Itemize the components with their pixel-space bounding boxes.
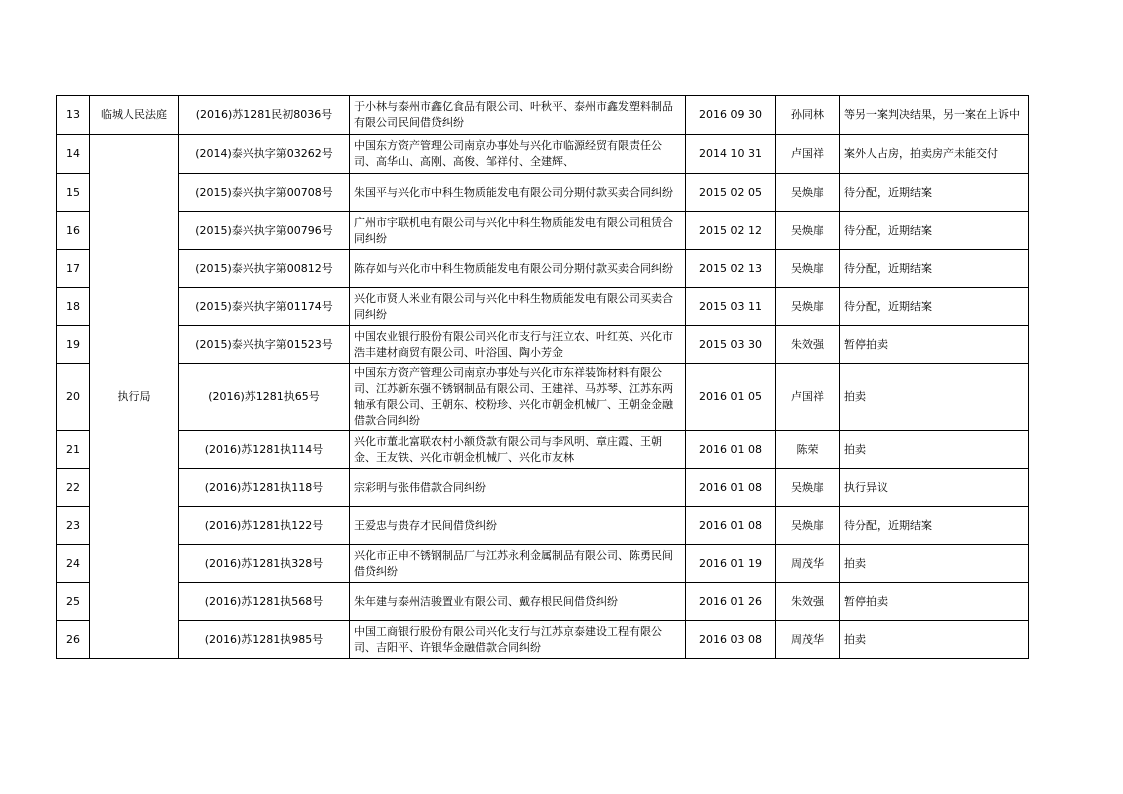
row-number: 26	[57, 621, 90, 659]
case-number: (2016)苏1281执568号	[179, 583, 350, 621]
row-number: 21	[57, 431, 90, 469]
filing-date: 2015 02 05	[686, 174, 776, 212]
status-cell	[840, 364, 1029, 431]
status-text: 暂停拍卖	[844, 337, 888, 351]
status-text: 拍卖	[844, 442, 866, 456]
status-cell	[840, 212, 1029, 250]
parties-text: 中国东方资产管理公司南京办事处与兴化市临源经贸有限责任公司、高华山、高刚、高俊、邹祥付、全建辉、	[354, 139, 662, 168]
table-row	[57, 545, 1029, 583]
filing-date: 2015 03 11	[686, 288, 776, 326]
case-number: (2016)苏1281执114号	[179, 431, 350, 469]
status-cell	[840, 96, 1029, 135]
judge-name: 朱效强	[776, 583, 840, 621]
parties-text: 陈存如与兴化市中科生物质能发电有限公司分期付款买卖合同纠纷	[354, 261, 673, 275]
case-number: (2016)苏1281民初8036号	[179, 96, 350, 135]
row-number: 25	[57, 583, 90, 621]
court-name: 临城人民法庭	[90, 96, 179, 135]
row-number: 23	[57, 507, 90, 545]
table-row	[57, 507, 1029, 545]
filing-date: 2016 03 08	[686, 621, 776, 659]
status-cell	[840, 621, 1029, 659]
parties-text: 宗彩明与张伟借款合同纠纷	[354, 480, 486, 494]
row-number: 13	[57, 96, 90, 135]
filing-date: 2016 01 05	[686, 364, 776, 431]
judge-name: 吴焕扉	[776, 174, 840, 212]
parties-text: 中国农业银行股份有限公司兴化市支行与汪立农、叶红英、兴化市浩丰建材商贸有限公司、叶浴国、陶小芳金	[354, 329, 673, 359]
judge-name: 卢国祥	[776, 364, 840, 431]
parties-cell	[350, 507, 686, 545]
status-cell	[840, 469, 1029, 507]
case-table	[56, 95, 1029, 659]
parties-text: 王爱忠与贵存才民间借贷纠纷	[354, 518, 497, 532]
case-number: (2015)泰兴执字第00796号	[179, 212, 350, 250]
table-row	[57, 135, 1029, 174]
parties-text: 广州市宇联机电有限公司与兴化中科生物质能发电有限公司租赁合同纠纷	[354, 215, 673, 245]
status-cell	[840, 288, 1029, 326]
table-row	[57, 583, 1029, 621]
table-row	[57, 621, 1029, 659]
case-number: (2015)泰兴执字第00812号	[179, 250, 350, 288]
parties-text: 兴化市董北富联农村小额贷款有限公司与李风明、章庄霞、王朝金、王友铁、兴化市朝金机械厂、兴化市友林	[354, 434, 662, 464]
parties-cell	[350, 364, 686, 431]
parties-cell	[350, 174, 686, 212]
case-number: (2016)苏1281执65号	[179, 364, 350, 431]
status-text: 待分配，近期结案	[844, 299, 932, 313]
row-number: 17	[57, 250, 90, 288]
parties-cell	[350, 250, 686, 288]
parties-cell	[350, 326, 686, 364]
filing-date: 2016 09 30	[686, 96, 776, 135]
judge-name: 周茂华	[776, 545, 840, 583]
filing-date: 2015 02 13	[686, 250, 776, 288]
status-text: 拍卖	[844, 632, 866, 646]
filing-date: 2014 10 31	[686, 135, 776, 174]
parties-text: 中国东方资产管理公司南京办事处与兴化市东祥装饰材料有限公司、江苏新东强不锈钢制品有限公司、王建祥、马苏琴、江苏东两轴承有限公司、王朝东、校粉珍、兴化市朝金机械厂、王朝金金融借款合同纠纷	[354, 366, 673, 427]
row-number: 20	[57, 364, 90, 431]
judge-name: 吴焕扉	[776, 288, 840, 326]
status-cell	[840, 326, 1029, 364]
parties-cell	[350, 288, 686, 326]
filing-date: 2016 01 26	[686, 583, 776, 621]
row-number: 22	[57, 469, 90, 507]
case-number: (2016)苏1281执122号	[179, 507, 350, 545]
status-text: 拍卖	[844, 390, 866, 403]
parties-cell	[350, 621, 686, 659]
table-row	[57, 174, 1029, 212]
parties-cell	[350, 135, 686, 174]
table-row	[57, 288, 1029, 326]
parties-text: 朱国平与兴化市中科生物质能发电有限公司分期付款买卖合同纠纷	[354, 185, 673, 199]
filing-date: 2016 01 08	[686, 431, 776, 469]
status-text: 拍卖	[844, 556, 866, 570]
status-cell	[840, 507, 1029, 545]
judge-name: 吴焕扉	[776, 250, 840, 288]
table-row	[57, 364, 1029, 431]
status-text: 案外人占房，拍卖房产未能交付	[844, 147, 998, 160]
row-number: 19	[57, 326, 90, 364]
case-number: (2015)泰兴执字第00708号	[179, 174, 350, 212]
status-cell	[840, 135, 1029, 174]
judge-name: 孙同林	[776, 96, 840, 135]
status-cell	[840, 583, 1029, 621]
status-text: 暂停拍卖	[844, 594, 888, 608]
filing-date: 2016 01 19	[686, 545, 776, 583]
table-row	[57, 326, 1029, 364]
status-cell	[840, 545, 1029, 583]
parties-text: 于小林与泰州市鑫亿食品有限公司、叶秋平、泰州市鑫发塑料制品有限公司民间借贷纠纷	[354, 100, 673, 129]
status-text: 待分配，近期结案	[844, 518, 932, 532]
case-number: (2016)苏1281执985号	[179, 621, 350, 659]
status-cell	[840, 431, 1029, 469]
parties-cell	[350, 96, 686, 135]
status-text: 待分配，近期结案	[844, 261, 932, 275]
parties-text: 兴化市贤人米业有限公司与兴化中科生物质能发电有限公司买卖合同纠纷	[354, 291, 673, 321]
case-number: (2014)泰兴执字第03262号	[179, 135, 350, 174]
table-row	[57, 212, 1029, 250]
table-row	[57, 469, 1029, 507]
parties-cell	[350, 212, 686, 250]
parties-cell	[350, 545, 686, 583]
row-number: 18	[57, 288, 90, 326]
parties-text: 朱年建与泰州洁骏置业有限公司、戴存根民间借贷纠纷	[354, 594, 618, 608]
judge-name: 吴焕扉	[776, 507, 840, 545]
status-cell	[840, 174, 1029, 212]
parties-cell	[350, 469, 686, 507]
row-number: 14	[57, 135, 90, 174]
judge-name: 吴焕扉	[776, 469, 840, 507]
parties-cell	[350, 583, 686, 621]
judge-name: 吴焕扉	[776, 212, 840, 250]
parties-cell	[350, 431, 686, 469]
case-number: (2016)苏1281执118号	[179, 469, 350, 507]
table-row	[57, 431, 1029, 469]
judge-name: 周茂华	[776, 621, 840, 659]
case-number: (2015)泰兴执字第01174号	[179, 288, 350, 326]
status-text: 待分配，近期结案	[844, 185, 932, 199]
status-text: 待分配，近期结案	[844, 223, 932, 237]
filing-date: 2015 03 30	[686, 326, 776, 364]
filing-date: 2015 02 12	[686, 212, 776, 250]
row-number: 16	[57, 212, 90, 250]
table-row	[57, 250, 1029, 288]
filing-date: 2016 01 08	[686, 507, 776, 545]
status-text: 执行异议	[844, 480, 888, 494]
case-number: (2016)苏1281执328号	[179, 545, 350, 583]
status-cell	[840, 250, 1029, 288]
judge-name: 陈荣	[776, 431, 840, 469]
row-number: 15	[57, 174, 90, 212]
parties-text: 中国工商银行股份有限公司兴化支行与江苏京泰建设工程有限公司、吉阳平、许银华金融借款合同纠纷	[354, 624, 662, 654]
row-number: 24	[57, 545, 90, 583]
case-number: (2015)泰兴执字第01523号	[179, 326, 350, 364]
table-row	[57, 96, 1029, 135]
court-name: 执行局	[90, 135, 179, 659]
judge-name: 朱效强	[776, 326, 840, 364]
judge-name: 卢国祥	[776, 135, 840, 174]
status-text: 等另一案判决结果，另一案在上诉中	[844, 108, 1020, 121]
filing-date: 2016 01 08	[686, 469, 776, 507]
parties-text: 兴化市正申不锈钢制品厂与江苏永利金属制品有限公司、陈勇民间借贷纠纷	[354, 548, 673, 578]
